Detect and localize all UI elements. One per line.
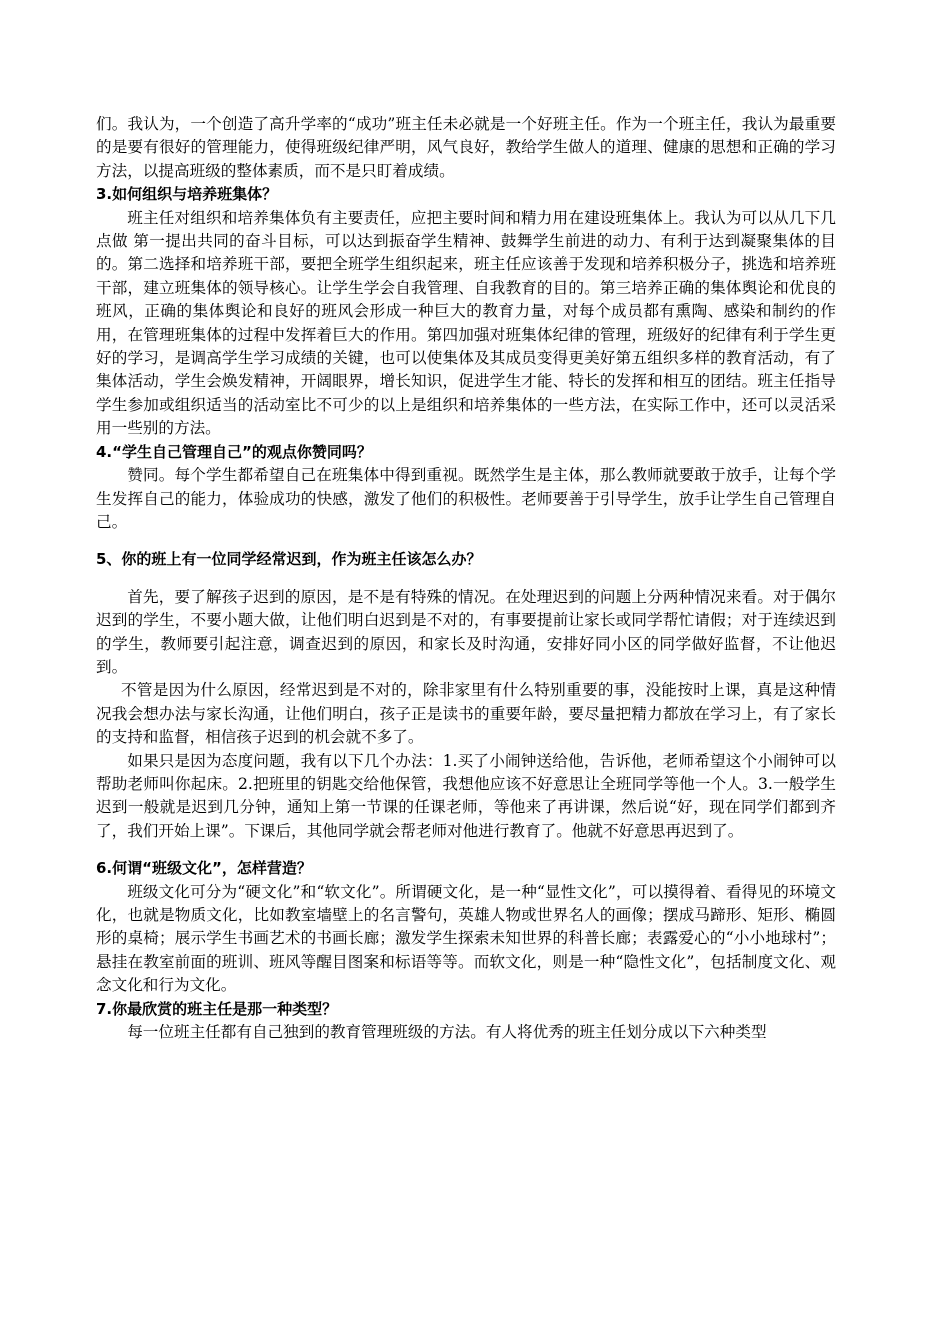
intro-paragraph: 们。我认为，一个创造了高升学率的“成功”班主任未必就是一个好班主任。作为一个班主任，我认为最重要的是要有很好的管理能力，使得班级纪律严明，风气良好，教给学生做人的道理、健康的思想和正确的学习方法，以提高班级的整体素质，而不是只盯着成绩。: [96, 115, 836, 180]
question-7-heading: 7.你最欣赏的班主任是那一种类型？: [96, 999, 338, 1018]
question-6-answer: 班级文化可分为“硬文化”和“软文化”。所谓硬文化，是一种“显性文化”，可以摸得着、看得见的环境文化，也就是物质文化，比如教室墙壁上的名言警句，英雄人物或世界名人的画像；摆成马蹄形、矩形、椭圆形的桌椅；展示学生书画艺术的书画长廊；激发学生探索未知世界的科普长廊；表露爱心的“小小地球村”；悬挂在教室前面的班训、班风等醒目图案和标语等等。而软文化，则是一种“隐性文化”，包括制度文化、观念文化和行为文化。: [96, 882, 836, 995]
question-5-answer-paragraph-1: 首先，要了解孩子迟到的原因，是不是有特殊的情况。在处理迟到的问题上分两种情况来看。对于偶尔迟到的学生，不要小题大做，让他们明白迟到是不对的，有事要提前让家长或同学帮忙请假；对于连续迟到的学生，教师要引起注意，调查迟到的原因，和家长及时沟通，安排好同小区的同学做好监督，不让他迟到。: [96, 587, 836, 676]
question-4-answer: 赞同。每个学生都希望自己在班集体中得到重视。既然学生是主体，那么教师就要敢于放手，让每个学生发挥自己的能力，体验成功的快感，激发了他们的积极性。老师要善于引导学生，放手让学生自己管理自己。: [96, 466, 836, 531]
question-6-heading: 6.何谓“班级文化”，怎样营造？: [96, 859, 312, 878]
question-3-heading: 3.如何组织与培养班集体？: [96, 185, 278, 204]
document-page: [96, 113, 836, 1044]
question-7-answer: 每一位班主任都有自己独到的教育管理班级的方法。有人将优秀的班主任划分成以下六种类型: [127, 1023, 767, 1042]
question-3-answer: 班主任对组织和培养集体负有主要责任，应把主要时间和精力用在建设班集体上。我认为可以从几下几点做 第一提出共同的奋斗目标，可以达到振奋学生精神、鼓舞学生前进的动力、有利于达到凝聚集体的目的。第二选择和培养班干部，要把全班学生组织起来，班主任应该善于发现和培养积极分子，挑选和培养班干部，建立班集体的领导核心。让学生学会自我管理、自我教育的目的。第三培养正确的集体舆论和优良的班风，正确的集体舆论和良好的班风会形成一种巨大的教育力量，对每个成员都有熏陶、感染和制约的作用，在管理班集体的过程中发挥着巨大的作用。第四加强对班集体纪律的管理，班级好的纪律有利于学生更好的学习，是调高学生学习成绩的关键，也可以使集体及其成员变得更美好第五组织多样的教育活动，有了集体活动，学生会焕发精神，开阔眼界，增长知识，促进学生才能、特长的发挥和相互的团结。班主任指导学生参加或组织适当的活动室比不可少的以上是组织和培养集体的一些方法，在实际工作中，还可以灵活采用一些别的方法。: [96, 208, 836, 438]
question-4-heading: 4.“学生自己管理自己”的观点你赞同吗？: [96, 442, 372, 461]
question-5-answer-paragraph-3: 如果只是因为态度问题，我有以下几个办法：1.买了小闹钟送给他，告诉他，老师希望这个小闹钟可以帮助老师叫你起床。2.把班里的钥匙交给他保管，我想他应该不好意思让全班同学等他一个人。3.一般学生迟到一般就是迟到几分钟，通知上第一节课的任课老师，等他来了再讲课，然后说“好，现在同学们都到齐了，我们开始上课”。下课后，其他同学就会帮老师对他进行教育了。他就不好意思再迟到了。: [96, 751, 836, 840]
question-5-answer-paragraph-2: 不管是因为什么原因，经常迟到是不对的，除非家里有什么特别重要的事，没能按时上课，真是这种情况我会想办法与家长沟通，让他们明白，孩子正是读书的重要年龄，要尽量把精力都放在学习上，有了家长的支持和监督，相信孩子迟到的机会就不多了。: [96, 681, 836, 747]
question-5-heading: 5、你的班上有一位同学经常迟到，作为班主任该怎么办？: [96, 550, 482, 569]
